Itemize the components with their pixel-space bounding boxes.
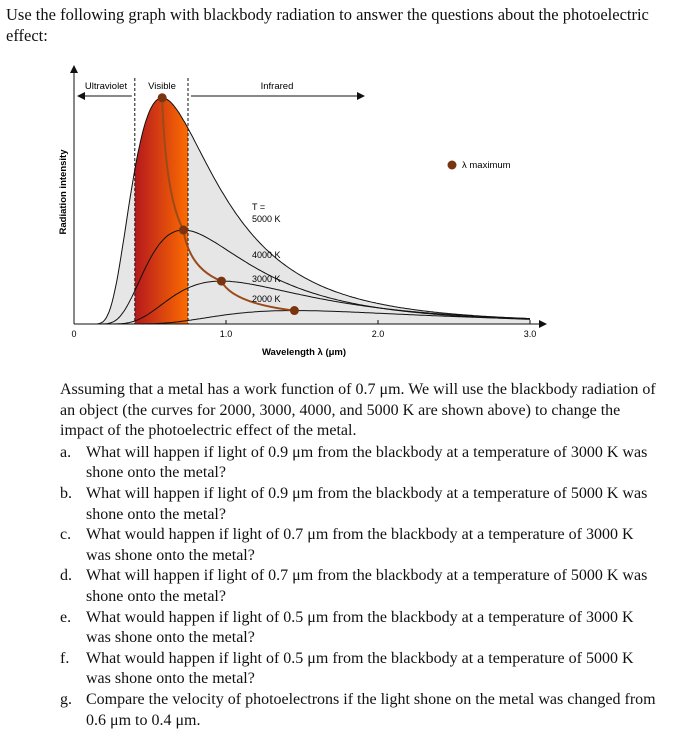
- question-text: What will happen if light of 0.9 μm from the blackbody at a temperature of 5000 K was shone onto the metal?: [86, 484, 648, 523]
- temperature-prefix: T =: [252, 202, 266, 212]
- question-item: [60, 649, 660, 690]
- temp-label-5000k: 5000 K: [252, 214, 281, 224]
- question-text: What would happen if light of 0.5 μm from the blackbody at a temperature of 5000 K was shone onto the metal?: [86, 649, 634, 688]
- question-letter: b.: [60, 484, 72, 502]
- x-tick-label: 2.0: [371, 329, 385, 339]
- question-list: [60, 443, 660, 731]
- temp-label-2000k: 2000 K: [252, 294, 281, 304]
- peak-marker-3000k: [217, 277, 226, 286]
- peak-marker-4000k: [179, 226, 188, 235]
- region-label-visible: Visible: [148, 81, 176, 92]
- question-block: [60, 380, 660, 731]
- peak-marker-2000k: [290, 306, 299, 315]
- question-letter: g.: [60, 690, 72, 708]
- region-label-infrared: Infrared: [260, 81, 294, 92]
- question-letter: f.: [60, 649, 70, 667]
- region-label-ultraviolet: Ultraviolet: [84, 81, 128, 92]
- question-letter: d.: [60, 567, 72, 585]
- question-letter: e.: [60, 608, 72, 626]
- question-letter: a.: [60, 443, 72, 461]
- question-text: What will happen if light of 0.7 μm from the blackbody at a temperature of 5000 K was shone onto the metal?: [86, 567, 648, 605]
- question-item: [60, 690, 660, 731]
- question-item: [60, 608, 660, 649]
- temp-label-4000k: 4000 K: [252, 250, 281, 260]
- legend-label: λ maximum: [462, 160, 511, 171]
- temp-label-3000k: 3000 K: [252, 274, 281, 284]
- y-axis-label: Radiation intensity: [58, 149, 69, 235]
- x-tick-label: 1.0: [219, 329, 233, 339]
- question-text: What would happen if light of 0.7 μm from the blackbody at a temperature of 3000 K was shone onto the metal?: [86, 526, 634, 564]
- question-item: [60, 484, 660, 525]
- question-text: Compare the velocity of photoelectrons if the light shone on the metal was changed from 0.6 μm to 0.4 μm.: [86, 690, 656, 729]
- x-tick-label: 3.0: [523, 329, 537, 339]
- question-letter: c.: [60, 526, 72, 544]
- intro-paragraph: Assuming that a metal has a work function of 0.7 μm. We will use the blackbody radiation of an object (the curves for 2000, 3000, 4000, and 5000 K are shown above) to change the impact of the photoelectric effect of the metal.: [60, 381, 656, 440]
- x-tick-label: 0: [71, 329, 77, 339]
- question-item: [60, 443, 660, 484]
- legend-marker: [448, 161, 457, 170]
- intro-text: Use the following graph with blackbody radiation to answer the questions about the photoelectric effect:: [6, 5, 649, 45]
- question-item: [60, 525, 660, 566]
- x-axis-label: Wavelength λ (μm): [261, 347, 347, 358]
- question-text: What will happen if light of 0.9 μm from the blackbody at a temperature of 3000 K was shone onto the metal?: [86, 443, 648, 482]
- question-item: [60, 566, 660, 607]
- blackbody-chart: [54, 62, 554, 362]
- question-text: What would happen if light of 0.5 μm from the blackbody at a temperature of 3000 K was shone onto the metal?: [86, 608, 634, 647]
- peak-marker-5000k: [158, 93, 167, 102]
